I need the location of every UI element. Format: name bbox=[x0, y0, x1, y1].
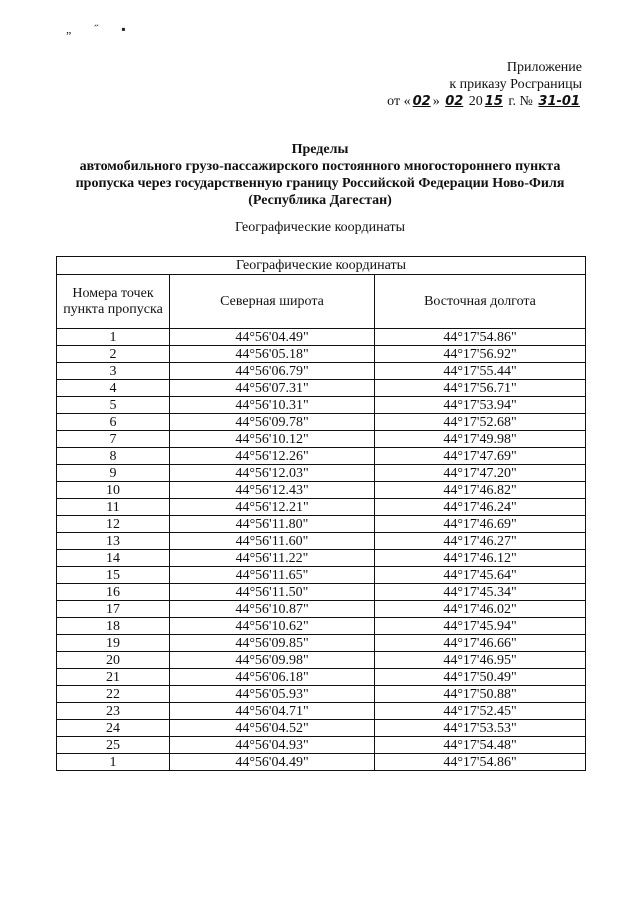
column-header-point-number: Номера точек пункта пропуска bbox=[57, 275, 170, 329]
cell-point-number: 25 bbox=[57, 737, 170, 754]
cell-latitude: 44°56'05.18" bbox=[170, 346, 375, 363]
table-row bbox=[57, 601, 586, 618]
cell-longitude: 44°17'55.44" bbox=[375, 363, 586, 380]
table-row bbox=[57, 754, 586, 771]
table-row bbox=[57, 652, 586, 669]
cell-longitude: 44°17'46.02" bbox=[375, 601, 586, 618]
cell-latitude: 44°56'04.49" bbox=[170, 329, 375, 346]
cell-point-number: 20 bbox=[57, 652, 170, 669]
cell-point-number: 5 bbox=[57, 397, 170, 414]
table-row bbox=[57, 550, 586, 567]
cell-latitude: 44°56'10.12" bbox=[170, 431, 375, 448]
appendix-header bbox=[387, 59, 582, 110]
cell-longitude: 44°17'47.69" bbox=[375, 448, 586, 465]
table-row bbox=[57, 635, 586, 652]
cell-longitude: 44°17'45.34" bbox=[375, 584, 586, 601]
title-line-4: (Республика Дагестан) bbox=[248, 193, 392, 208]
table-row bbox=[57, 431, 586, 448]
table-body bbox=[57, 329, 586, 771]
cell-longitude: 44°17'54.86" bbox=[375, 329, 586, 346]
cell-point-number: 16 bbox=[57, 584, 170, 601]
column-header-longitude: Восточная долгота bbox=[375, 275, 586, 329]
title-line-1: Пределы bbox=[291, 142, 349, 157]
cell-longitude: 44°17'46.69" bbox=[375, 516, 586, 533]
appendix-title: Приложение bbox=[506, 60, 582, 75]
cell-longitude: 44°17'54.48" bbox=[375, 737, 586, 754]
handwritten-month: 02 bbox=[445, 94, 464, 109]
cell-point-number: 6 bbox=[57, 414, 170, 431]
table-row bbox=[57, 618, 586, 635]
scan-marks: „ ˝ ▪ bbox=[66, 22, 136, 36]
table-row bbox=[57, 380, 586, 397]
cell-longitude: 44°17'46.95" bbox=[375, 652, 586, 669]
date-separator: » bbox=[432, 94, 440, 109]
table-row bbox=[57, 567, 586, 584]
table-row bbox=[57, 448, 586, 465]
cell-point-number: 3 bbox=[57, 363, 170, 380]
cell-latitude: 44°56'11.65" bbox=[170, 567, 375, 584]
cell-latitude: 44°56'12.43" bbox=[170, 482, 375, 499]
cell-longitude: 44°17'46.82" bbox=[375, 482, 586, 499]
table-row bbox=[57, 414, 586, 431]
cell-longitude: 44°17'52.68" bbox=[375, 414, 586, 431]
cell-longitude: 44°17'56.92" bbox=[375, 346, 586, 363]
cell-latitude: 44°56'06.18" bbox=[170, 669, 375, 686]
section-subtitle: Географические координаты bbox=[235, 220, 405, 235]
cell-latitude: 44°56'10.62" bbox=[170, 618, 375, 635]
cell-latitude: 44°56'11.80" bbox=[170, 516, 375, 533]
cell-point-number: 12 bbox=[57, 516, 170, 533]
cell-latitude: 44°56'10.31" bbox=[170, 397, 375, 414]
table-row bbox=[57, 346, 586, 363]
cell-point-number: 19 bbox=[57, 635, 170, 652]
cell-longitude: 44°17'46.66" bbox=[375, 635, 586, 652]
cell-latitude: 44°56'11.50" bbox=[170, 584, 375, 601]
cell-point-number: 14 bbox=[57, 550, 170, 567]
cell-latitude: 44°56'04.52" bbox=[170, 720, 375, 737]
cell-point-number: 21 bbox=[57, 669, 170, 686]
cell-point-number: 23 bbox=[57, 703, 170, 720]
table-row bbox=[57, 516, 586, 533]
table-row bbox=[57, 533, 586, 550]
table-row bbox=[57, 584, 586, 601]
table-row bbox=[57, 737, 586, 754]
handwritten-day: 02 bbox=[412, 94, 431, 109]
title-line-3: пропуска через государственную границу Российской Федерации Ново-Филя bbox=[75, 176, 565, 191]
cell-point-number: 2 bbox=[57, 346, 170, 363]
cell-latitude: 44°56'09.78" bbox=[170, 414, 375, 431]
table-row bbox=[57, 686, 586, 703]
cell-point-number: 18 bbox=[57, 618, 170, 635]
table-row bbox=[57, 499, 586, 516]
cell-longitude: 44°17'50.88" bbox=[375, 686, 586, 703]
cell-latitude: 44°56'12.26" bbox=[170, 448, 375, 465]
cell-point-number: 22 bbox=[57, 686, 170, 703]
cell-latitude: 44°56'04.93" bbox=[170, 737, 375, 754]
cell-longitude: 44°17'47.20" bbox=[375, 465, 586, 482]
cell-latitude: 44°56'09.85" bbox=[170, 635, 375, 652]
cell-longitude: 44°17'53.53" bbox=[375, 720, 586, 737]
cell-longitude: 44°17'56.71" bbox=[375, 380, 586, 397]
cell-point-number: 9 bbox=[57, 465, 170, 482]
cell-point-number: 8 bbox=[57, 448, 170, 465]
appendix-order-ref: к приказу Росграницы bbox=[449, 77, 582, 92]
cell-longitude: 44°17'46.12" bbox=[375, 550, 586, 567]
cell-point-number: 10 bbox=[57, 482, 170, 499]
cell-point-number: 1 bbox=[57, 329, 170, 346]
cell-longitude: 44°17'46.27" bbox=[375, 533, 586, 550]
cell-longitude: 44°17'45.64" bbox=[375, 567, 586, 584]
cell-longitude: 44°17'49.98" bbox=[375, 431, 586, 448]
document-title bbox=[40, 141, 600, 209]
cell-latitude: 44°56'07.31" bbox=[170, 380, 375, 397]
cell-point-number: 4 bbox=[57, 380, 170, 397]
cell-latitude: 44°56'04.71" bbox=[170, 703, 375, 720]
table-row bbox=[57, 669, 586, 686]
year-prefix: 20 bbox=[468, 94, 483, 109]
cell-latitude: 44°56'11.22" bbox=[170, 550, 375, 567]
table-row bbox=[57, 703, 586, 720]
table-row bbox=[57, 720, 586, 737]
coordinates-table bbox=[56, 256, 586, 771]
table-row bbox=[57, 465, 586, 482]
number-prefix: г. № bbox=[508, 94, 533, 109]
table-row bbox=[57, 363, 586, 380]
appendix-date-line bbox=[387, 93, 582, 110]
cell-point-number: 1 bbox=[57, 754, 170, 771]
handwritten-year: 15 bbox=[484, 94, 503, 109]
cell-longitude: 44°17'54.86" bbox=[375, 754, 586, 771]
cell-point-number: 15 bbox=[57, 567, 170, 584]
cell-longitude: 44°17'46.24" bbox=[375, 499, 586, 516]
title-line-2: автомобильного грузо-пассажирского постоянного многостороннего пункта bbox=[79, 159, 561, 174]
date-prefix: от « bbox=[387, 94, 411, 109]
table-row bbox=[57, 329, 586, 346]
cell-latitude: 44°56'10.87" bbox=[170, 601, 375, 618]
cell-point-number: 11 bbox=[57, 499, 170, 516]
cell-latitude: 44°56'06.79" bbox=[170, 363, 375, 380]
cell-latitude: 44°56'05.93" bbox=[170, 686, 375, 703]
cell-point-number: 7 bbox=[57, 431, 170, 448]
cell-latitude: 44°56'11.60" bbox=[170, 533, 375, 550]
cell-point-number: 13 bbox=[57, 533, 170, 550]
cell-point-number: 17 bbox=[57, 601, 170, 618]
column-header-latitude: Северная широта bbox=[170, 275, 375, 329]
cell-longitude: 44°17'45.94" bbox=[375, 618, 586, 635]
cell-longitude: 44°17'52.45" bbox=[375, 703, 586, 720]
table-row bbox=[57, 482, 586, 499]
table-group-header: Географические координаты bbox=[57, 257, 586, 275]
cell-latitude: 44°56'12.21" bbox=[170, 499, 375, 516]
cell-latitude: 44°56'12.03" bbox=[170, 465, 375, 482]
cell-latitude: 44°56'09.98" bbox=[170, 652, 375, 669]
table-row bbox=[57, 397, 586, 414]
cell-longitude: 44°17'53.94" bbox=[375, 397, 586, 414]
cell-longitude: 44°17'50.49" bbox=[375, 669, 586, 686]
cell-latitude: 44°56'04.49" bbox=[170, 754, 375, 771]
handwritten-order-number: 31-01 bbox=[538, 94, 580, 109]
cell-point-number: 24 bbox=[57, 720, 170, 737]
